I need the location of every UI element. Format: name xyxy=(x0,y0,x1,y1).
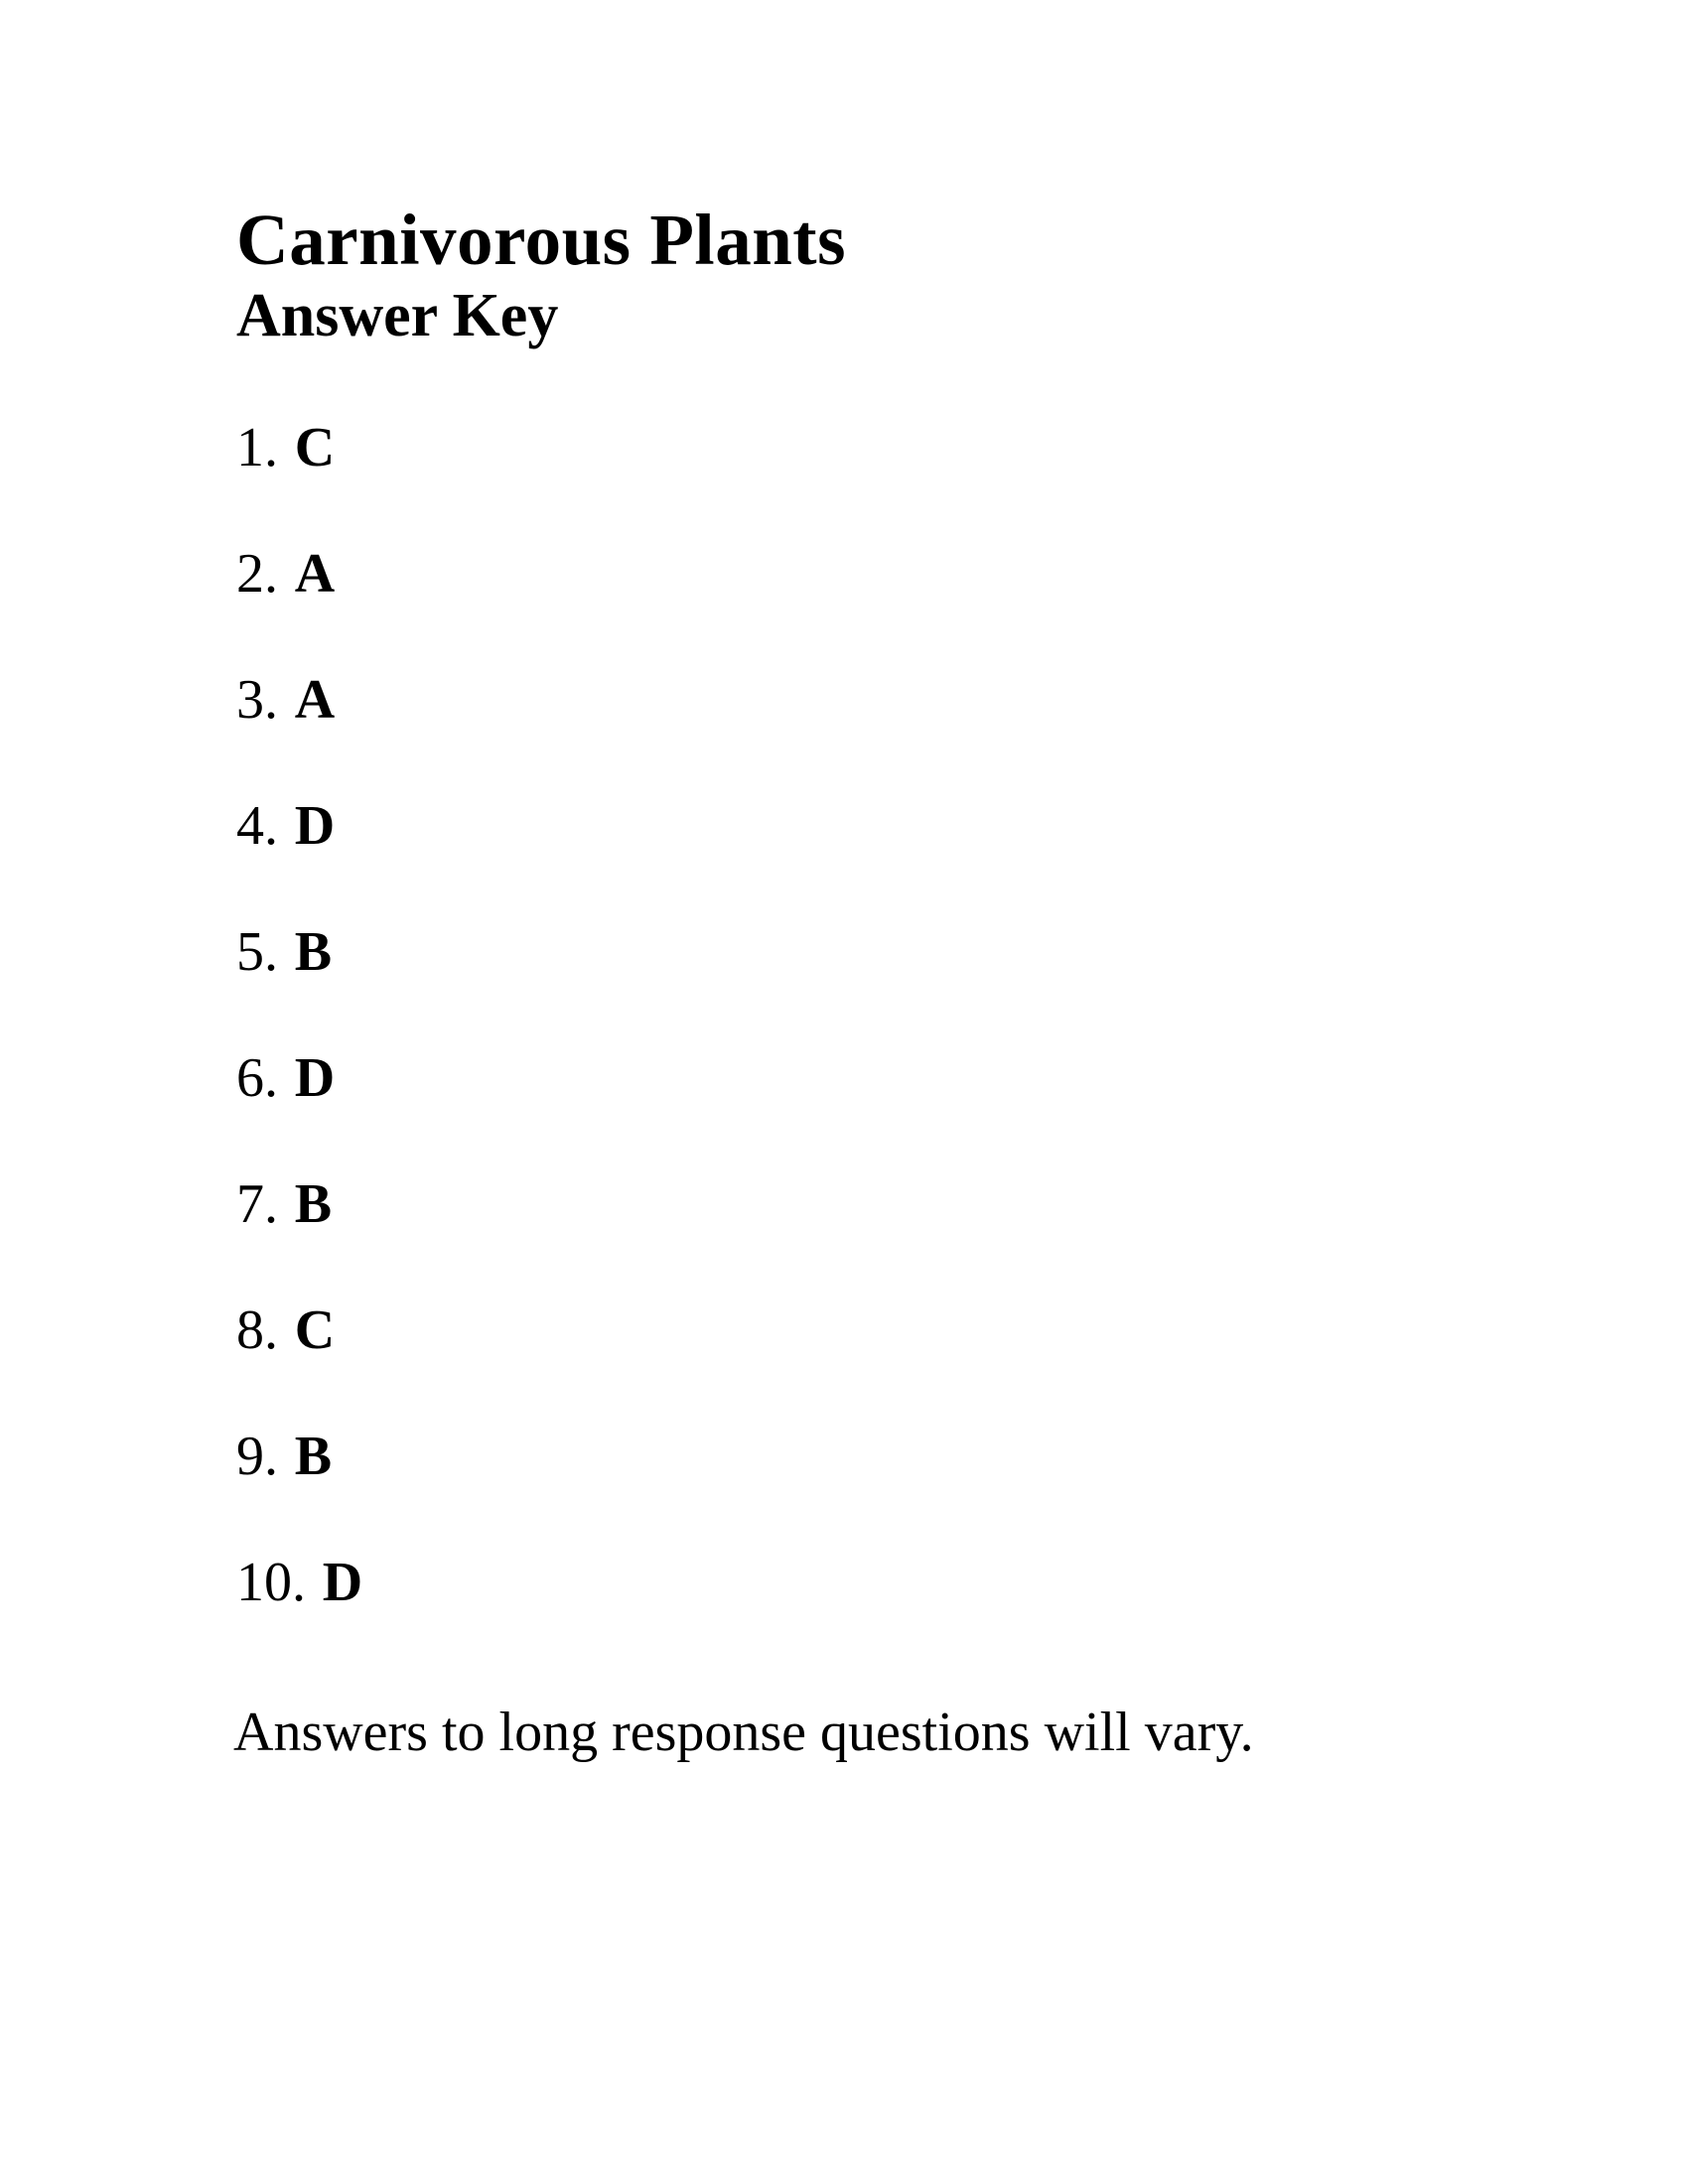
answer-row-6 xyxy=(236,1047,362,1109)
answer-row-5 xyxy=(236,921,362,983)
page-title: Carnivorous Plants xyxy=(236,200,847,280)
answer-number: 8. xyxy=(236,1299,278,1361)
answer-row-3 xyxy=(236,669,362,731)
answer-row-9 xyxy=(236,1426,362,1487)
answer-letter: D xyxy=(294,795,336,857)
answer-letter: B xyxy=(294,921,333,983)
answer-letter: A xyxy=(294,669,336,731)
answer-letter: B xyxy=(294,1426,333,1487)
answer-number: 7. xyxy=(236,1173,278,1235)
answer-letter: B xyxy=(294,1173,333,1235)
answer-row-4 xyxy=(236,795,362,857)
answer-number: 4. xyxy=(236,795,278,857)
answer-number: 9. xyxy=(236,1426,278,1487)
answer-letter: A xyxy=(294,543,336,605)
answer-list xyxy=(236,417,363,1681)
answer-letter: C xyxy=(294,417,336,478)
answer-row-2 xyxy=(236,543,362,605)
note-text: Answers to long response questions will vary. xyxy=(233,1702,1254,1763)
answer-letter: D xyxy=(294,1047,336,1109)
answer-row-7 xyxy=(236,1173,362,1235)
page-subtitle: Answer Key xyxy=(236,282,559,349)
answer-number: 5. xyxy=(236,921,278,983)
answer-row-1 xyxy=(236,417,362,478)
answer-number: 2. xyxy=(236,543,278,605)
answer-number: 10. xyxy=(236,1552,306,1613)
answer-letter: D xyxy=(322,1552,363,1613)
answer-letter: C xyxy=(294,1299,336,1361)
answer-row-10 xyxy=(236,1552,363,1613)
answer-row-8 xyxy=(236,1299,362,1361)
answer-number: 3. xyxy=(236,669,278,731)
answer-number: 6. xyxy=(236,1047,278,1109)
answer-number: 1. xyxy=(236,417,278,478)
